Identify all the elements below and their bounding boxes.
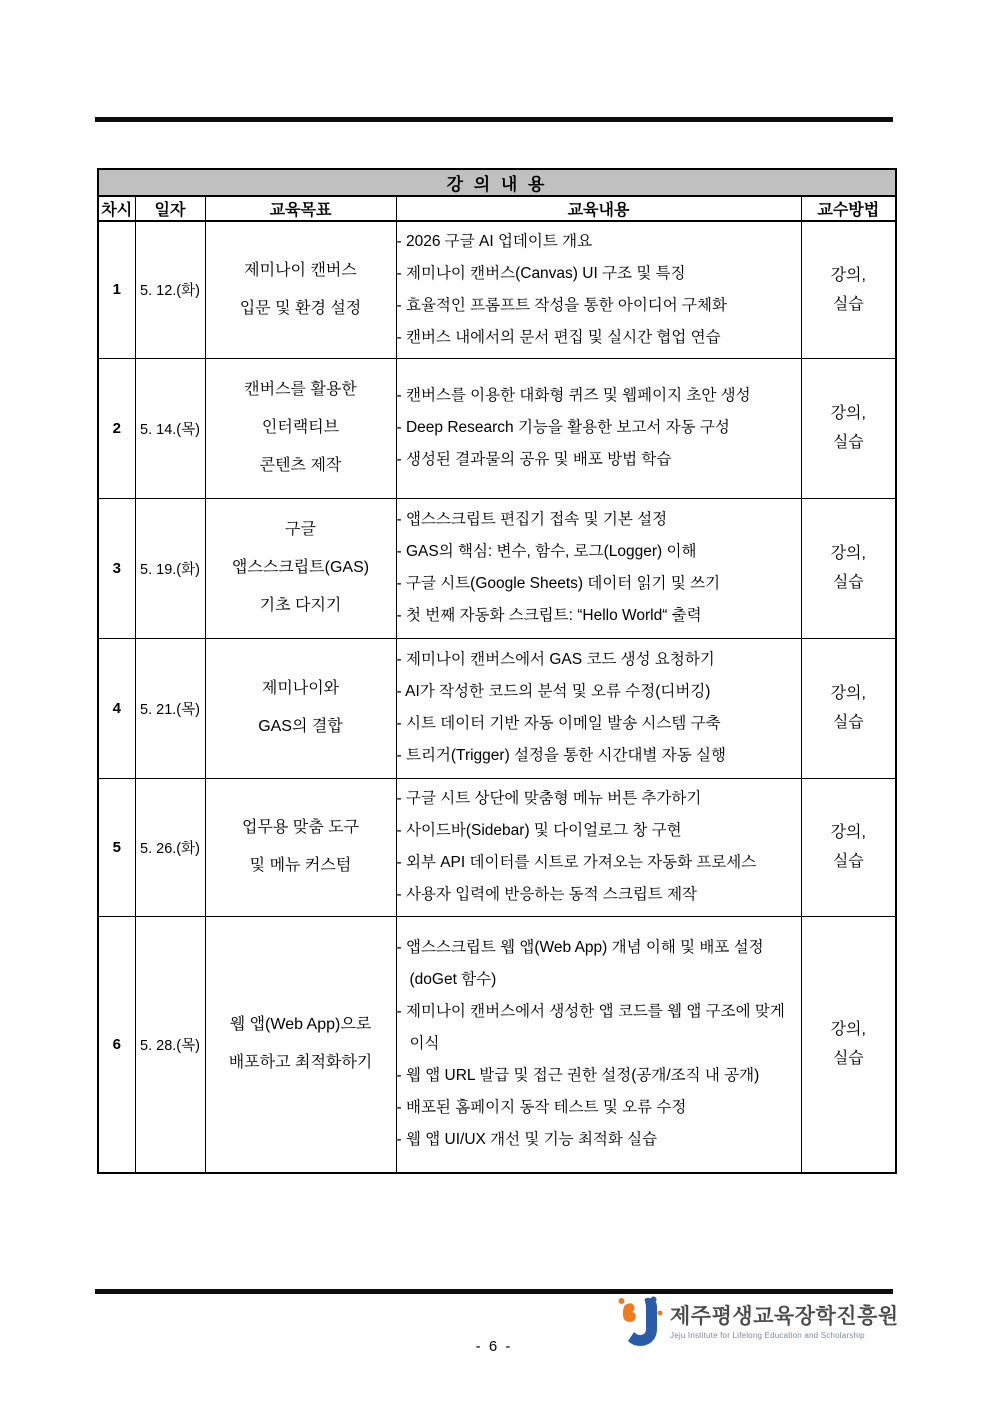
- table-row: [98, 638, 896, 778]
- education-content-item: - 앱스스크립트 편집기 접속 및 기본 설정: [396, 511, 668, 528]
- page-number: - 6 -: [475, 1338, 513, 1355]
- education-content-item: - 사이드바(Sidebar) 및 다이얼로그 창 구현: [396, 822, 682, 839]
- education-goal-line: 앱스스크립트(GAS): [231, 559, 370, 576]
- education-content-item: - 캔버스 내에서의 문서 편집 및 실시간 협업 연습: [396, 328, 721, 346]
- education-content-item: - 앱스스크립트 웹 앱(Web App) 개념 이해 및 배포 설정(doGet 함수): [396, 939, 764, 989]
- teaching-method-line: 실습: [832, 434, 864, 451]
- education-content-item: - Deep Research 기능을 활용한 보고서 자동 구성: [396, 419, 730, 436]
- teaching-method: [801, 916, 896, 1173]
- education-content-item: - GAS의 핵심: 변수, 함수, 로그(Logger) 이해: [396, 543, 697, 560]
- education-goal: [205, 358, 396, 498]
- teaching-method: [801, 221, 896, 358]
- education-goal: [205, 498, 396, 638]
- education-goal-line: 제미나이와: [261, 680, 340, 697]
- session-number: 1: [98, 221, 135, 358]
- education-content-item: - 구글 시트(Google Sheets) 데이터 읽기 및 쓰기: [396, 575, 721, 592]
- education-goal-line: 웹 앱(Web App)으로: [229, 1016, 372, 1034]
- education-goal-line: 배포하고 최적화하기: [228, 1054, 373, 1072]
- education-goal-line: 콘텐츠 제작: [259, 457, 342, 474]
- column-header-goal: 교육목표: [205, 196, 396, 221]
- education-goal: [205, 638, 396, 778]
- column-header-contents: 교육내용: [396, 196, 801, 221]
- session-number: 2: [98, 358, 135, 498]
- session-date: 5. 28.(목): [135, 916, 205, 1173]
- session-number: 4: [98, 638, 135, 778]
- column-header-row: [98, 196, 896, 221]
- teaching-method-line: 강의,: [830, 824, 866, 841]
- education-goal-line: 입문 및 환경 설정: [239, 299, 362, 317]
- column-header-date: 일자: [135, 196, 205, 221]
- table-row: [98, 221, 896, 358]
- education-contents: [396, 221, 801, 358]
- teaching-method-line: 실습: [832, 853, 864, 870]
- org-name-block: [670, 1305, 899, 1340]
- teaching-method: [801, 358, 896, 498]
- education-goal-line: 인터랙티브: [261, 419, 340, 436]
- top-divider: [95, 117, 893, 122]
- teaching-method-line: 강의,: [830, 405, 866, 422]
- column-header-method: 교수방법: [801, 196, 896, 221]
- column-header-session: 차시: [98, 196, 135, 221]
- session-date: 5. 26.(화): [135, 778, 205, 916]
- education-content-item: - 트리거(Trigger) 설정을 통한 시간대별 자동 실행: [396, 747, 726, 764]
- education-content-item: - 제미나이 캔버스(Canvas) UI 구조 및 특징: [396, 264, 686, 282]
- table-title-row: [98, 169, 896, 196]
- education-goal-line: 기초 다지기: [259, 597, 342, 614]
- education-content-item: - 구글 시트 상단에 맞춤형 메뉴 버튼 추가하기: [396, 790, 702, 807]
- org-logo: [617, 1294, 899, 1350]
- table-row: [98, 358, 896, 498]
- education-goal-line: 제미나이 캔버스: [244, 261, 357, 279]
- teaching-method: [801, 498, 896, 638]
- education-goal: [205, 916, 396, 1173]
- lecture-content-table: [97, 168, 897, 1174]
- education-content-item: - 배포된 홈페이지 동작 테스트 및 오류 수정: [396, 1099, 687, 1117]
- education-content-item: - 사용자 입력에 반응하는 동적 스크립트 제작: [396, 886, 698, 903]
- education-content-item: - 캔버스를 이용한 대화형 퀴즈 및 웹페이지 초안 생성: [396, 387, 751, 404]
- education-content-item: - 제미나이 캔버스에서 생성한 앱 코드를 웹 앱 구조에 맞게 이식: [396, 1003, 785, 1053]
- table-row: [98, 778, 896, 916]
- education-goal: [205, 778, 396, 916]
- education-contents: [396, 778, 801, 916]
- education-goal-line: 구글: [285, 521, 316, 538]
- education-contents: [396, 638, 801, 778]
- session-date: 5. 12.(화): [135, 221, 205, 358]
- education-content-item: - 생성된 결과물의 공유 및 배포 방법 학습: [396, 451, 672, 468]
- education-content-item: - 웹 앱 URL 발급 및 접근 권한 설정(공개/조직 내 공개): [396, 1067, 760, 1085]
- session-number: 6: [98, 916, 135, 1173]
- org-logo-icon: [617, 1294, 663, 1350]
- teaching-method-line: 강의,: [830, 685, 866, 702]
- education-contents: [396, 498, 801, 638]
- education-goal-line: 캔버스를 활용한: [244, 381, 357, 398]
- bottom-divider: [95, 1289, 893, 1294]
- education-goal-line: 및 메뉴 커스텀: [249, 857, 352, 874]
- education-goal: [205, 221, 396, 358]
- org-name-korean: 제주평생교육장학진흥원: [670, 1304, 899, 1328]
- education-content-item: - 웹 앱 UI/UX 개선 및 기능 최적화 실습: [396, 1131, 658, 1149]
- table-body: [98, 221, 896, 1173]
- teaching-method-line: 강의,: [830, 545, 866, 562]
- teaching-method-line: 실습: [832, 295, 864, 313]
- education-content-item: - 외부 API 데이터를 시트로 가져오는 자동화 프로세스: [396, 854, 757, 871]
- table-title: 강 의 내 용: [98, 169, 896, 196]
- session-date: 5. 19.(화): [135, 498, 205, 638]
- teaching-method-line: 실습: [832, 574, 864, 591]
- session-number: 3: [98, 498, 135, 638]
- teaching-method: [801, 638, 896, 778]
- education-content-item: - 제미나이 캔버스에서 GAS 코드 생성 요청하기: [396, 651, 715, 668]
- education-content-item: - AI가 작성한 코드의 분석 및 오류 수정(디버깅): [396, 683, 711, 700]
- education-goal-line: 업무용 맞춤 도구: [241, 819, 360, 836]
- education-goal-line: GAS의 결합: [258, 718, 343, 735]
- teaching-method-line: 실습: [832, 1050, 864, 1068]
- table-row: [98, 498, 896, 638]
- session-date: 5. 21.(목): [135, 638, 205, 778]
- education-content-item: - 첫 번째 자동화 스크립트: “Hello World“ 출력: [396, 607, 702, 624]
- education-content-item: - 2026 구글 AI 업데이트 개요: [396, 232, 593, 250]
- org-name-english: Jeju Institute for Lifelong Education and Scholarship: [670, 1330, 865, 1340]
- teaching-method-line: 강의,: [830, 1021, 866, 1039]
- education-contents: [396, 358, 801, 498]
- education-content-item: - 시트 데이터 기반 자동 이메일 발송 시스템 구축: [396, 715, 721, 732]
- session-number: 5: [98, 778, 135, 916]
- table-row: [98, 916, 896, 1173]
- education-content-item: - 효율적인 프롬프트 작성을 통한 아이디어 구체화: [396, 296, 727, 314]
- teaching-method-line: 강의,: [830, 266, 866, 284]
- session-date: 5. 14.(목): [135, 358, 205, 498]
- teaching-method-line: 실습: [832, 714, 864, 731]
- education-contents: [396, 916, 801, 1173]
- teaching-method: [801, 778, 896, 916]
